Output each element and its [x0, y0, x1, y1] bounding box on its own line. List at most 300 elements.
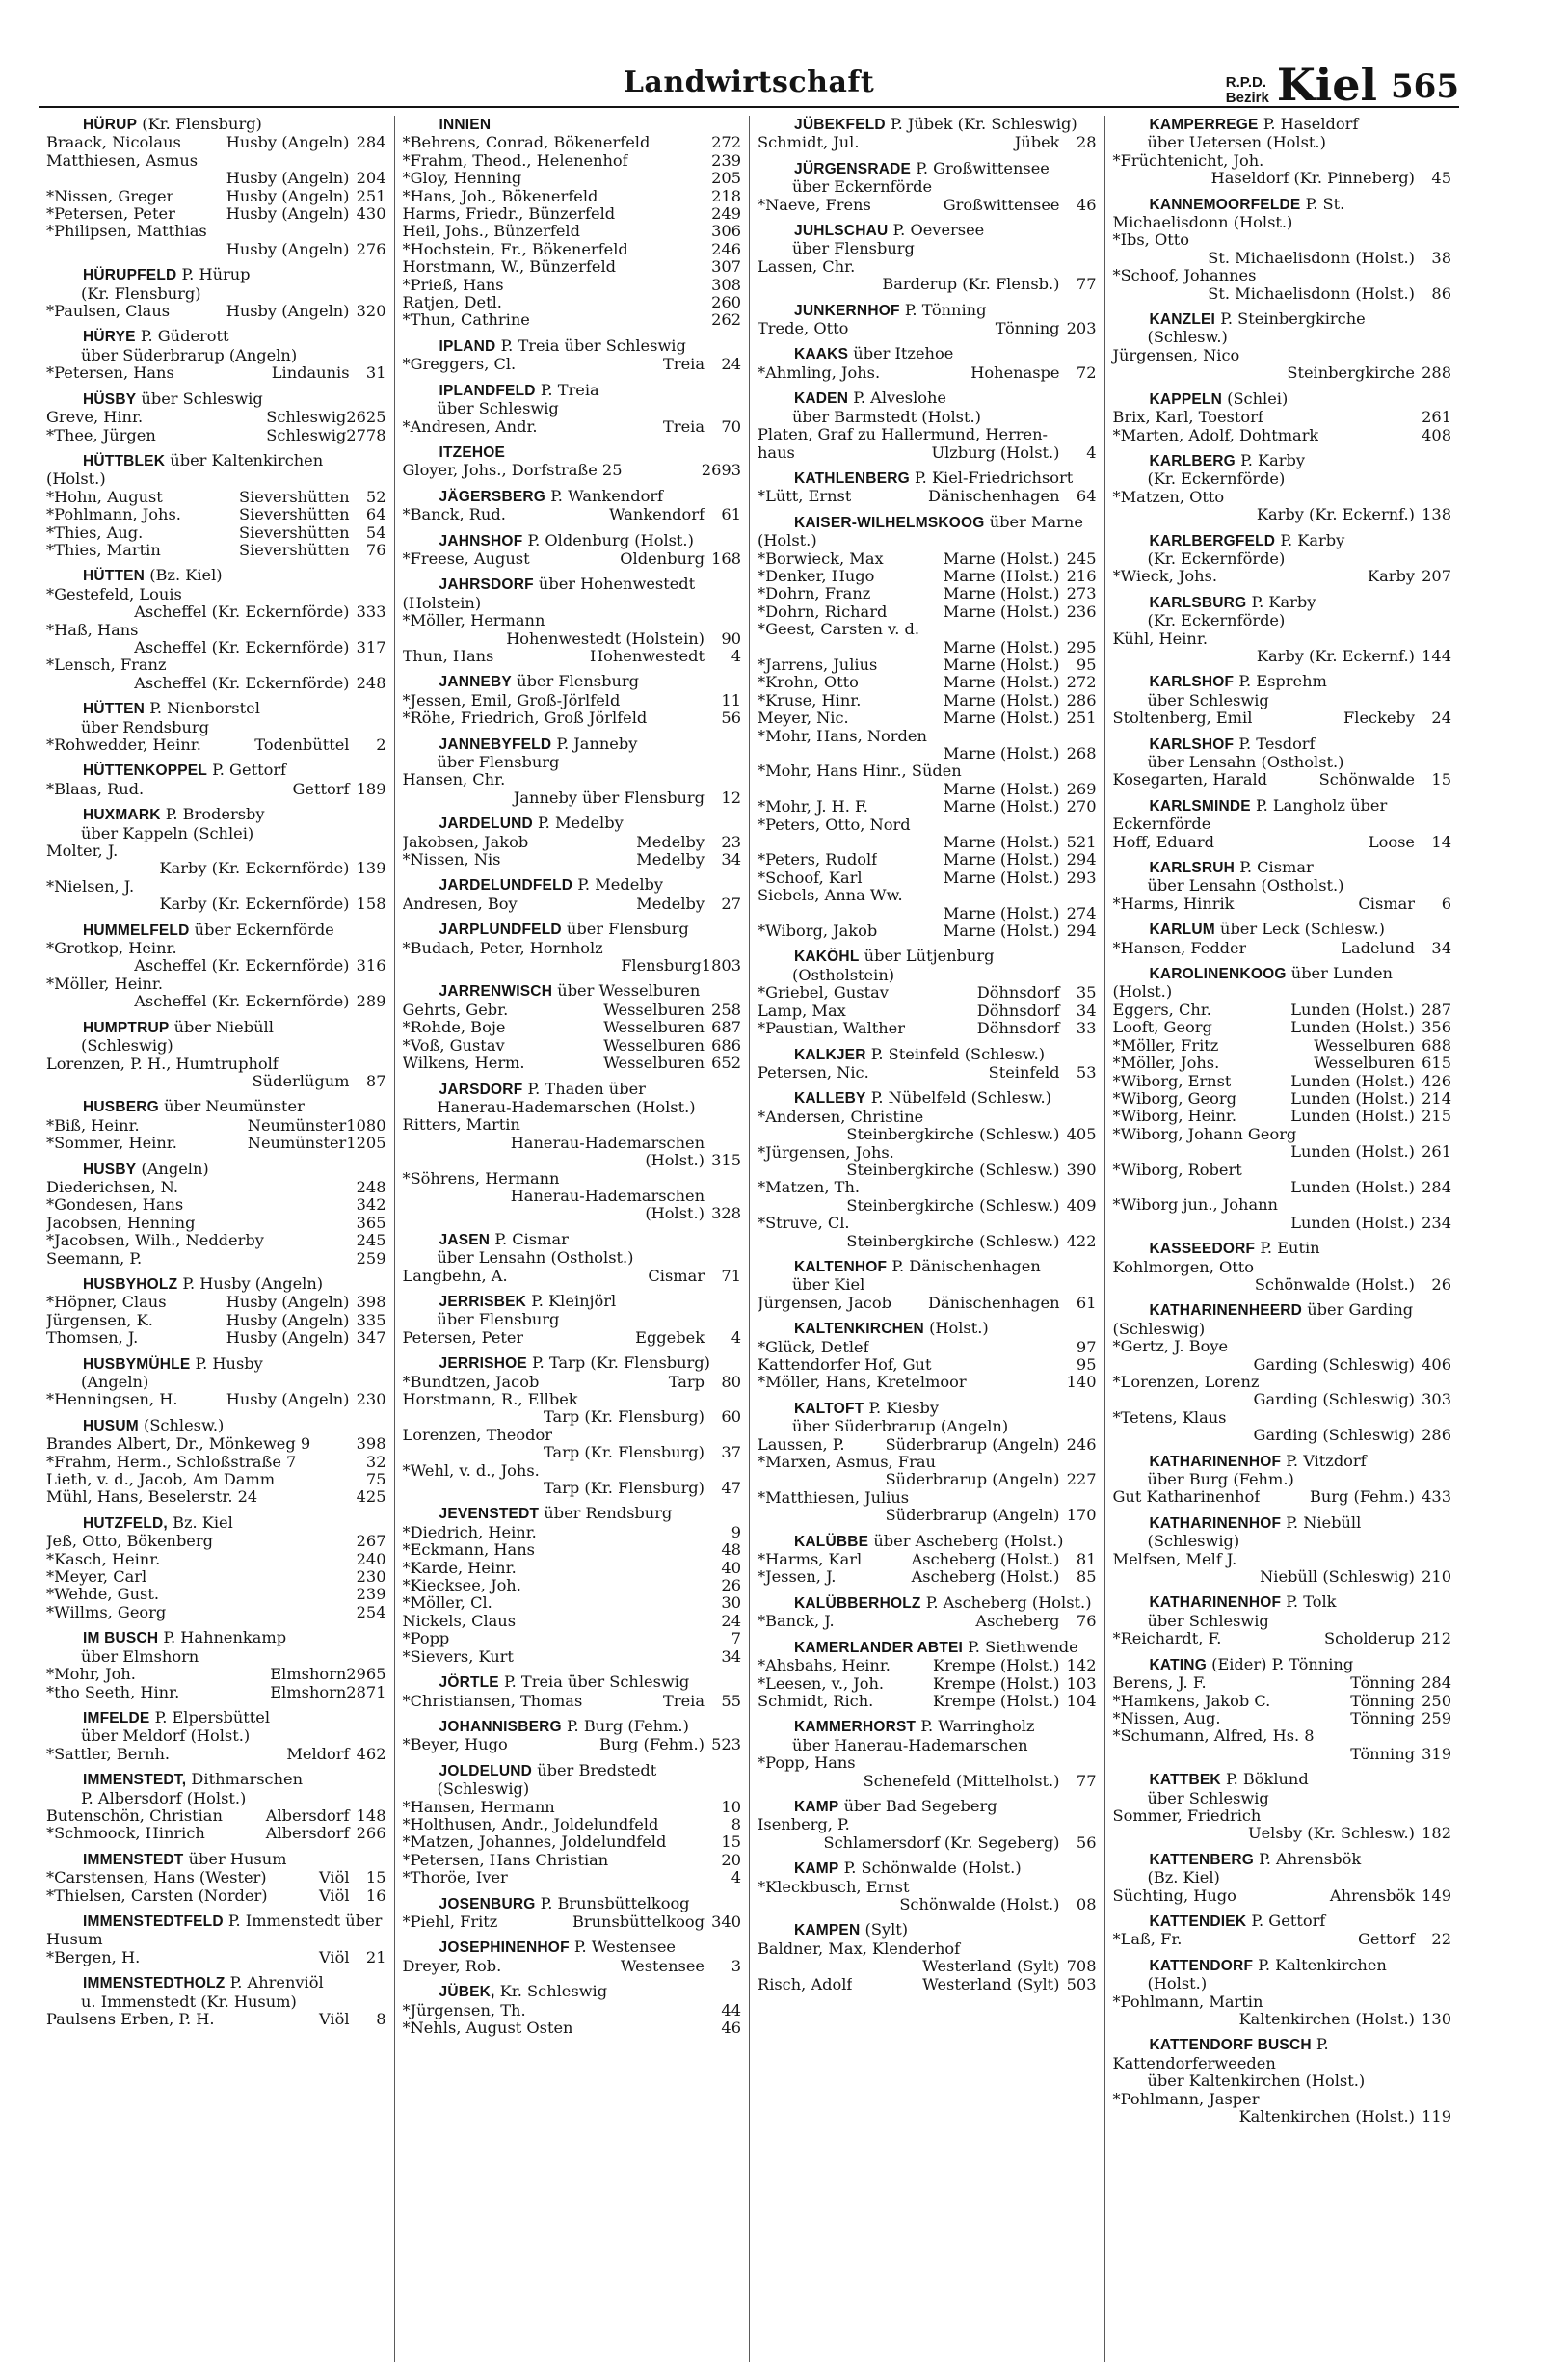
telephone-exchange: Medelby [636, 832, 705, 851]
resident-name: *Eckmann, Hans [402, 1541, 535, 1560]
telephone-exchange: Tarp (Kr. Flensburg) [543, 1407, 705, 1427]
telephone-exchange: Steinbergkirche (Schlesw.) [846, 1231, 1060, 1250]
telephone-exchange: Scholderup [1324, 1629, 1415, 1648]
resident-row [403, 152, 742, 170]
resident-name: *Pohlmann, Martin [1112, 1992, 1263, 2011]
place-entry [1113, 452, 1452, 524]
place-name: KATTENDORF [1149, 1957, 1254, 1974]
resident-row [1113, 1427, 1452, 1444]
place-entry [403, 1895, 742, 1932]
resident-row [1113, 2108, 1452, 2126]
telephone-number: 212 [1422, 1629, 1451, 1648]
resident-row [46, 1196, 386, 1214]
place-postal: P. Kattendorferweeden [1112, 2035, 1329, 2072]
place-name: KAMPEN [794, 1922, 861, 1939]
resident-name: *Pohlmann, Johs. [46, 506, 181, 524]
place-name: HUSBY [83, 1161, 137, 1178]
place-heading-line [1113, 1656, 1452, 1674]
resident-row [46, 860, 386, 877]
telephone-number: 15 [365, 1868, 386, 1887]
resident-name: Lieth, v. d., Jacob, Am Damm [46, 1471, 276, 1489]
place-name: JAHNSHOF [439, 532, 523, 549]
telephone-number: 34 [1431, 938, 1451, 957]
telephone-number: 422 [1066, 1231, 1097, 1250]
place-heading-line [46, 390, 386, 409]
resident-row [758, 781, 1097, 798]
place-entry [1113, 116, 1452, 188]
place-postal: über Bad Segeberg [843, 1796, 997, 1815]
telephone-number: 64 [1076, 487, 1097, 506]
telephone-number: 203 [1066, 319, 1097, 338]
resident-name: Trede, Otto [758, 320, 849, 338]
place-postal-note: über Flensburg [437, 753, 560, 771]
telephone-exchange: Lunden (Holst.) [1290, 1000, 1415, 1019]
resident-row [46, 1666, 386, 1683]
resident-name: Looft, Georg [1112, 1019, 1212, 1037]
place-entry [403, 382, 742, 436]
resident-row [46, 134, 386, 151]
place-name: IMMENSTEDT [83, 1851, 184, 1868]
resident-name: *Grotkop, Heinr. [46, 939, 177, 958]
resident-name: *Möller, Hermann [402, 611, 545, 630]
place-entry [758, 469, 1097, 506]
place-entry [758, 1046, 1097, 1083]
resident-row [758, 1773, 1097, 1790]
resident-row [403, 834, 742, 851]
resident-name: *Gertz, J. Boye [1112, 1337, 1229, 1356]
telephone-exchange: Medelby [636, 850, 705, 869]
telephone-number: 22 [1431, 1930, 1451, 1949]
resident-name: *Paulsen, Claus [46, 303, 171, 321]
place-entry [758, 948, 1097, 1037]
resident-row [403, 709, 742, 727]
place-heading-line [758, 1320, 1097, 1338]
resident-name: *Nissen, Aug. [1112, 1709, 1221, 1727]
telephone-exchange: Ladelund [1341, 938, 1415, 957]
telephone-exchange: Husby (Angeln) [226, 239, 350, 258]
place-entry [758, 1089, 1097, 1250]
place-name: KAKÖHL [794, 949, 860, 966]
place-postal: P. Tolk [1286, 1592, 1337, 1612]
place-heading-line [403, 735, 742, 754]
place-heading-line [46, 328, 386, 346]
resident-row [758, 585, 1097, 602]
place-heading-line [403, 1673, 742, 1692]
place-postal: P. Tesdorf [1238, 734, 1316, 753]
place-heading-line [46, 567, 386, 585]
resident-row [403, 1648, 742, 1666]
telephone-number: 77 [1076, 1771, 1097, 1790]
resident-row [403, 241, 742, 258]
resident-name: Risch, Adolf [758, 1975, 853, 1993]
resident-name: *Andersen, Christine [758, 1107, 924, 1126]
resident-row [403, 957, 742, 975]
place-postal: über Lunden (Holst.) [1112, 964, 1393, 1002]
telephone-number: 289 [356, 992, 386, 1011]
telephone-exchange: Viöl [318, 1947, 350, 1966]
place-postal: P. Brunsbüttelkoog [540, 1893, 690, 1912]
resident-name: *Popp, Hans [758, 1753, 856, 1773]
place-postal: P. Ascheberg (Holst.) [925, 1592, 1092, 1612]
place-name: KADEN [794, 390, 849, 408]
telephone-exchange: Sievershütten [239, 487, 350, 506]
resident-row [1113, 1825, 1452, 1842]
resident-row [46, 1488, 386, 1506]
resident-name: *Früchtenicht, Joh. [1112, 150, 1264, 170]
place-postal-note: über Rendsburg [81, 717, 210, 736]
place-entry [403, 488, 742, 524]
resident-name: *Schmoock, Hinrich [46, 1825, 205, 1843]
resident-row [1113, 1276, 1452, 1294]
resident-name: Paulsens Erben, P. H. [46, 2011, 215, 2028]
telephone-number: 80 [721, 1372, 741, 1391]
resident-name: Hoff, Eduard [1112, 833, 1214, 851]
resident-row [403, 789, 742, 807]
telephone-number: 130 [1422, 2010, 1451, 2028]
place-heading-line [46, 1514, 386, 1533]
resident-row [46, 957, 386, 975]
place-postal-note: (Ostholstein) [792, 965, 895, 984]
place-entry [1113, 310, 1452, 383]
place-entry [46, 328, 386, 382]
place-name: HUXMARK [83, 807, 161, 824]
resident-row [758, 834, 1097, 851]
place-name: JOHANNISBERG [439, 1718, 562, 1735]
telephone-exchange: Husby (Angeln) [226, 1390, 350, 1409]
telephone-number: 119 [1422, 2107, 1451, 2126]
telephone-exchange: Burg (Fehm.) [1309, 1487, 1415, 1507]
resident-row [758, 568, 1097, 585]
resident-name: *Ibs, Otto [1112, 230, 1189, 250]
place-name: IM BUSCH [83, 1630, 159, 1647]
place-entry [758, 1533, 1097, 1587]
resident-row [403, 692, 742, 709]
resident-name: *Philipsen, Matthias [46, 222, 207, 241]
telephone-number: 342 [356, 1195, 386, 1215]
telephone-exchange: Ascheberg [975, 1612, 1060, 1631]
resident-row [758, 1356, 1097, 1374]
place-heading-line [1113, 1912, 1452, 1931]
place-name: KAMPERREGE [1149, 117, 1259, 133]
place-postal-note: u. Immenstedt (Kr. Husum) [81, 1992, 297, 2011]
telephone-exchange: Garding (Schleswig) [1253, 1390, 1415, 1409]
place-postal: über Rendsburg [544, 1504, 673, 1523]
place-heading-line [1113, 1957, 1452, 1975]
place-entry [1113, 921, 1452, 957]
resident-name: *Schoof, Johannes [1112, 266, 1257, 285]
place-name: KATHARINENHEERD [1149, 1302, 1303, 1320]
place-name: JANNEBYFELD [439, 735, 552, 753]
place-heading-line [403, 1505, 742, 1523]
resident-name: Kühl, Heinr. [1112, 628, 1208, 648]
resident-name: *Kleckbusch, Ernst [758, 1877, 910, 1896]
resident-name: *Lorenzen, Lorenz [1112, 1373, 1260, 1391]
place-entry [403, 443, 742, 480]
resident-row [758, 320, 1097, 337]
telephone-exchange: Meldorf [286, 1744, 350, 1763]
telephone-number: 90 [721, 628, 741, 648]
resident-row [403, 1560, 742, 1577]
telephone-number: 28 [1076, 133, 1097, 152]
place-heading-line [403, 1718, 742, 1736]
resident-row [403, 205, 742, 223]
place-name: JARPLUNDFELD [439, 922, 562, 939]
telephone-number: 9 [731, 1522, 741, 1541]
telephone-number: 216 [1066, 566, 1097, 585]
telephone-number: 316 [356, 956, 386, 976]
place-heading-line [403, 337, 742, 356]
resident-name: *Karde, Heinr. [402, 1559, 517, 1577]
resident-row [403, 294, 742, 311]
telephone-number: 6 [1441, 894, 1451, 913]
place-postal: über Marne (Holst.) [758, 512, 1083, 550]
place-entry [403, 876, 742, 913]
telephone-number: 398 [356, 1434, 386, 1454]
place-entry [1113, 1240, 1452, 1294]
place-heading-line [1113, 1771, 1452, 1789]
resident-name: Wilkens, Herm. [402, 1055, 525, 1073]
telephone-number: 230 [356, 1390, 386, 1409]
place-heading-line [403, 921, 742, 939]
place-entry [46, 762, 386, 798]
resident-row [1113, 1037, 1452, 1055]
telephone-number: 218 [711, 186, 741, 205]
bezirk-label: Bezirk [1225, 90, 1269, 106]
resident-row [46, 1887, 386, 1905]
place-name: KATTBEK [1149, 1772, 1221, 1789]
resident-name: Schmidt, Jul. [758, 134, 860, 152]
telephone-number: 34 [721, 1646, 741, 1666]
resident-name: *Naeve, Frens [758, 196, 871, 214]
resident-name: Lorenzen, Theodor [402, 1425, 552, 1444]
telephone-exchange: Wesselburen [603, 1018, 705, 1037]
resident-row [46, 1586, 386, 1603]
resident-row [758, 1657, 1097, 1674]
place-heading-line [758, 514, 1097, 550]
resident-row [1113, 1215, 1452, 1232]
place-entry [1113, 390, 1452, 444]
place-postal: P. Janneby [556, 734, 638, 753]
resident-row [758, 1834, 1097, 1852]
place-heading-line [403, 382, 742, 400]
resident-row [1113, 1108, 1452, 1125]
telephone-number: 268 [1066, 744, 1097, 762]
resident-row [46, 1807, 386, 1825]
telephone-exchange: Husby (Angeln) [226, 1293, 350, 1312]
telephone-exchange: Loose [1368, 832, 1415, 851]
place-entry [1113, 196, 1452, 303]
place-entry [758, 1859, 1097, 1913]
resident-row [758, 1958, 1097, 1975]
place-name: IMMENSTEDTHOLZ [83, 1975, 226, 1992]
place-heading-line [1113, 1514, 1452, 1533]
resident-row [1113, 1002, 1452, 1019]
place-name: JÜRGENSRADE [794, 160, 912, 177]
telephone-exchange: Steinbergkirche (Schlesw.) [846, 1160, 1060, 1179]
resident-row [403, 2002, 742, 2019]
resident-name: *Wiborg, Ernst [1112, 1072, 1232, 1090]
telephone-exchange: Marne (Holst.) [943, 709, 1060, 728]
place-postal: P. Medelby [538, 814, 624, 833]
resident-row [403, 2019, 742, 2037]
resident-row [403, 896, 742, 913]
place-entry [1113, 965, 1452, 1232]
telephone-number: 2871 [346, 1682, 386, 1701]
resident-name: *Haß, Hans [46, 620, 139, 639]
place-name: JARDELUND [439, 816, 533, 833]
resident-name: *Peters, Rudolf [758, 851, 878, 869]
telephone-number: 34 [1076, 1001, 1097, 1020]
telephone-exchange: Marne (Holst.) [943, 797, 1060, 816]
place-postal: (Holst.) [929, 1319, 989, 1338]
resident-name: *Thielsen, Carsten (Norder) [46, 1886, 268, 1905]
place-postal: P. Cismar [494, 1229, 569, 1248]
place-name: HÜSBY [83, 390, 137, 408]
telephone-number: 303 [1422, 1390, 1451, 1409]
resident-row [1113, 1746, 1452, 1763]
place-heading-line [1113, 797, 1452, 834]
telephone-exchange: St. Michaelisdonn (Holst.) [1208, 283, 1415, 303]
telephone-number: 3 [731, 1956, 741, 1975]
resident-name: *Piehl, Fritz [402, 1912, 498, 1931]
telephone-exchange: Karby (Kr. Eckernförde) [159, 859, 350, 878]
place-postal-note: über Kiel [792, 1275, 865, 1295]
place-heading-line [758, 1594, 1097, 1613]
place-postal: über Itzehoe [853, 344, 954, 363]
place-heading-line [1113, 594, 1452, 612]
place-name: HÜRUPFELD [83, 267, 177, 284]
resident-row [403, 1135, 742, 1152]
place-name: KAMERLANDER ABTEI [794, 1639, 964, 1656]
resident-row [46, 1949, 386, 1966]
resident-row [46, 736, 386, 754]
place-entry [403, 116, 742, 330]
telephone-exchange: Lindaunis [271, 363, 350, 383]
place-heading-line [1113, 2036, 1452, 2072]
telephone-exchange: Ulzburg (Holst.) [931, 442, 1060, 462]
place-name: KARLBERG [1149, 452, 1236, 469]
resident-name: *Mohr, Hans, Norden [758, 726, 927, 745]
place-postal-note: über Lensahn (Ostholst.) [437, 1248, 634, 1268]
place-heading-line [758, 469, 1097, 488]
place-heading-line [758, 116, 1097, 134]
place-postal: P. Karby [1240, 450, 1305, 469]
place-name: HUTZFELD, [83, 1514, 168, 1532]
resident-name: *Frahm, Theod., Helenenhof [402, 151, 628, 170]
place-postal: P. Elpersbüttel [154, 1707, 271, 1726]
resident-row [758, 869, 1097, 887]
place-name: KAMP [794, 1798, 839, 1815]
resident-row [46, 1454, 386, 1471]
telephone-exchange: Lunden (Holst.) [1290, 1213, 1415, 1232]
telephone-exchange: Tönning [1350, 1691, 1415, 1710]
place-postal: P. Alveslohe [853, 388, 947, 408]
resident-name: *Gondesen, Hans [46, 1196, 184, 1215]
telephone-exchange: Marne (Holst.) [943, 922, 1060, 941]
place-name: KARLSBURG [1149, 594, 1247, 611]
resident-name: Gut Katharinenhof [1112, 1488, 1261, 1507]
resident-name: Greve, Hinr. [46, 409, 144, 427]
resident-name: *Wiborg jun., Johann [1112, 1195, 1278, 1215]
telephone-exchange: Marne (Holst.) [943, 548, 1060, 568]
resident-name: Jeß, Otto, Bökenberg [46, 1533, 213, 1551]
telephone-exchange: Treia [663, 416, 705, 436]
telephone-number: 26 [721, 1576, 741, 1595]
resident-row [758, 134, 1097, 151]
resident-name: *Wieck, Johs. [1112, 568, 1217, 586]
place-entry [1113, 673, 1452, 727]
resident-row [758, 1339, 1097, 1356]
place-postal: P. Esprehm [1238, 672, 1327, 691]
resident-name: Diederichsen, N. [46, 1178, 178, 1196]
telephone-number: 426 [1422, 1071, 1451, 1090]
resident-name: Heil, Johs., Bünzerfeld [402, 223, 580, 241]
telephone-exchange: Marne (Holst.) [943, 779, 1060, 798]
resident-row [403, 418, 742, 436]
place-entry [758, 160, 1097, 214]
resident-row [403, 1205, 742, 1222]
telephone-number: 61 [1076, 1293, 1097, 1312]
place-entry [403, 1673, 742, 1710]
telephone-exchange: Marne (Holst.) [943, 690, 1060, 709]
place-entry [403, 1354, 742, 1497]
resident-name: *Möller, Hans, Kretelmoor [758, 1374, 967, 1392]
place-heading-line [758, 1921, 1097, 1939]
resident-row [1113, 1179, 1452, 1196]
resident-name: *Sattler, Bernh. [46, 1745, 171, 1763]
resident-name: *Rohwedder, Heinr. [46, 736, 201, 754]
place-heading-line [1113, 452, 1452, 470]
place-heading-line [758, 1089, 1097, 1108]
page-title: Landwirtschaft [623, 66, 875, 99]
resident-name: *Tetens, Klaus [1112, 1407, 1227, 1427]
place-name: JÜBEK, [439, 1984, 495, 2001]
resident-name: *Röhe, Friedrich, Groß Jörlfeld [402, 709, 648, 728]
telephone-number: 406 [1422, 1354, 1451, 1374]
place-heading-line [46, 922, 386, 940]
telephone-exchange: Ascheffel (Kr. Eckernförde) [134, 602, 350, 622]
resident-name: *Hochstein, Fr., Bökenerfeld [402, 240, 628, 258]
resident-name: Seemann, P. [46, 1249, 143, 1268]
place-entry [758, 514, 1097, 941]
place-name: HUMMELFELD [83, 922, 190, 939]
place-heading-line [1113, 859, 1452, 877]
place-heading-line [758, 1258, 1097, 1276]
place-entry [46, 1974, 386, 2028]
telephone-number: 23 [721, 832, 741, 851]
telephone-number: 293 [1066, 868, 1097, 887]
telephone-number: 251 [1066, 709, 1097, 728]
telephone-number: 408 [1422, 425, 1451, 444]
telephone-exchange: Marne (Holst.) [943, 744, 1060, 762]
telephone-exchange: Tarp [668, 1372, 705, 1391]
place-entry [46, 1275, 386, 1348]
place-name: ITZEHOE [439, 443, 506, 461]
telephone-exchange: Husby (Angeln) [226, 302, 350, 321]
place-heading-line [46, 1098, 386, 1116]
place-entry [1113, 1957, 1452, 2029]
telephone-number: 284 [356, 133, 386, 152]
place-postal: P. St. Michaelisdonn (Holst.) [1112, 194, 1345, 232]
place-entry [758, 1400, 1097, 1525]
telephone-exchange: Fleckeby [1343, 709, 1415, 728]
resident-name: *Mohr, Hans Hinr., Süden [758, 762, 962, 781]
place-heading-line [403, 815, 742, 833]
resident-row [758, 550, 1097, 568]
place-heading-line [758, 1639, 1097, 1657]
telephone-number: 2778 [346, 425, 386, 444]
place-postal: P. Treia über Schleswig [504, 1672, 690, 1692]
